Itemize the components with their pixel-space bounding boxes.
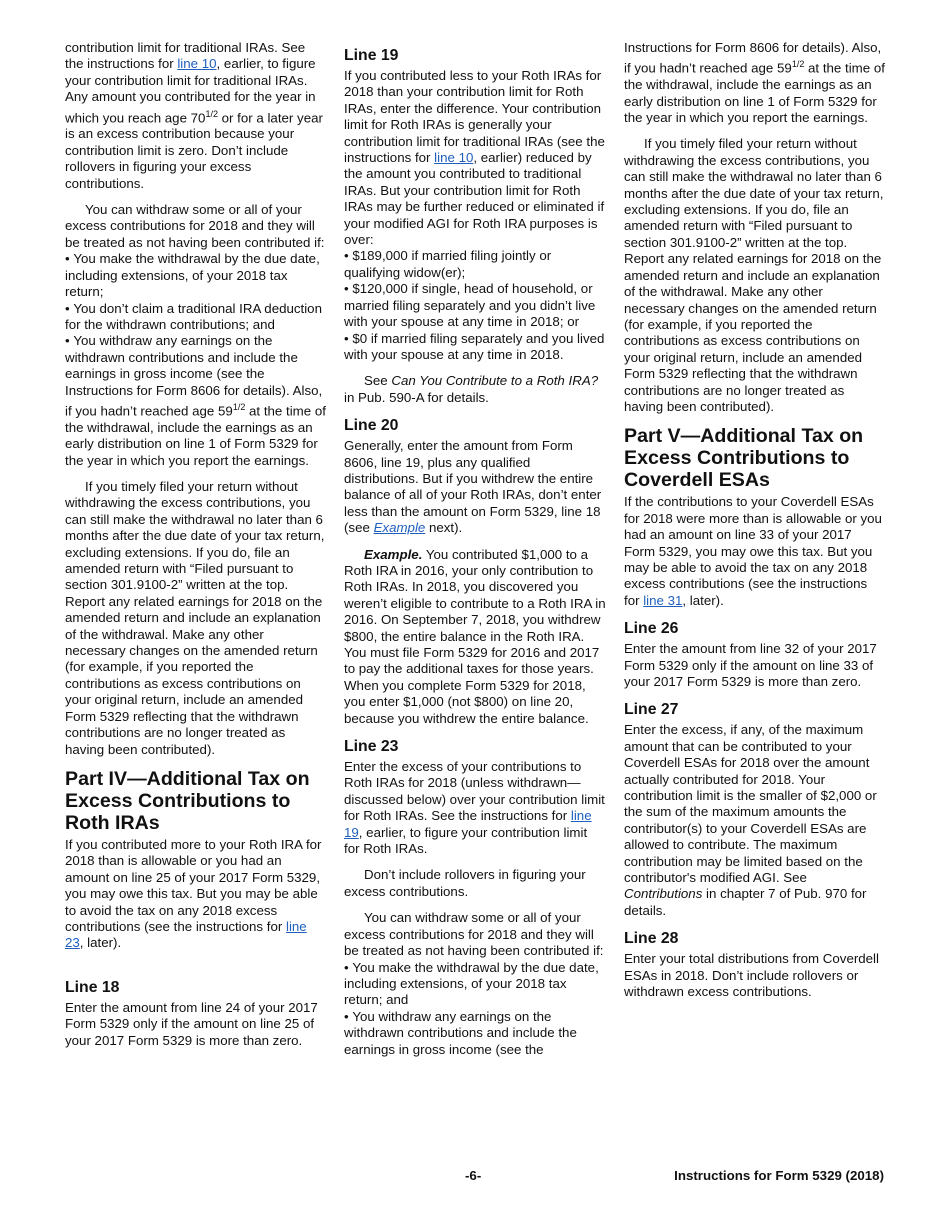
section-heading-part-iv: Part IV—Additional Tax on Excess Contributions to Roth IRAs (65, 767, 310, 834)
link-line-31[interactable]: line 31 (643, 592, 683, 608)
column-right (624, 40, 886, 1011)
paragraph: Enter the excess of your contributions to Roth IRAs for 2018 (unless withdrawn—discussed below) over your contribution limit for Roth IRAs. See the instructions for line 19, earlier, to figure your contribution limit for Roth IRAs. (344, 759, 605, 857)
paragraph: You can withdraw some or all of your excess contributions for 2018 and they will be treated as not having been contributed if: (65, 202, 325, 250)
paragraph: Enter the amount from line 32 of your 2017 Form 5329 only if the amount on line 33 of your 2017 Form 5329 is more than zero. (624, 641, 877, 690)
paragraph: If you timely filed your return without withdrawing the excess contributions, you can still make the withdrawal no later than 6 months after the due date of your tax return, excluding extensions. If you do, file an amended return with “Filed pursuant to section 301.9100-2” written at the top. Report any related earnings for 2018 on the amended return and include an explanation of the withdrawal. Make any other necessary changes on the amended return (for example, if you reported the contributions as excess contributions on your original return, include an amended Form 5329 reflecting that the withdrawn contributions are no longer treated as having been contributed). (65, 479, 325, 757)
line-18-heading: Line 18 (65, 978, 120, 996)
line-26-heading: Line 26 (624, 620, 679, 638)
line-20-heading: Line 20 (344, 417, 399, 435)
bullet-item: • You make the withdrawal by the due date, including extensions, of your 2018 tax return; and (344, 960, 606, 1009)
page-number: -6- (465, 1168, 482, 1183)
paragraph: If you timely filed your return without withdrawing the excess contributions, you can still make the withdrawal no later than 6 months after the due date of your tax return, excluding extensions. If you do, file an amended return with “Filed pursuant to section 301.9100-2” written at the top. Report any related earnings for 2018 on the amended return and include an explanation of the withdrawal. Make any other necessary changes on the amended return (for example, if you reported the contributions as excess contributions on your original return, include an amended Form 5329 reflecting that the withdrawn contributions are no longer treated as having been contributed). (624, 136, 884, 414)
link-line-19[interactable]: line 19 (344, 808, 592, 840)
link-line-10[interactable]: line 10 (177, 56, 217, 72)
paragraph: If you contributed less to your Roth IRAs for 2018 than your contribution limit for Roth IRAs, enter the difference. Your contribution limit for Roth IRAs is generally your contribution limit for traditional IRAs (see the instructions for line 10, earlier) reduced by the amount you contributed to traditional IRAs. But your contribution limit for Roth IRAs may be further reduced or eliminated if your modified AGI for Roth IRA purposes is over: (344, 68, 605, 248)
column-left (65, 40, 327, 1059)
paragraph: Enter the amount from line 24 of your 2017 Form 5329 only if the amount on line 25 of your 2017 Form 5329 is more than zero. (65, 999, 318, 1048)
paragraph: See Can You Contribute to a Roth IRA? in Pub. 590-A for details. (344, 373, 599, 405)
bullet-item: • You make the withdrawal by the due date, including extensions, of your 2018 tax return; (65, 251, 327, 300)
bullet-item: • $120,000 if single, head of household, or married filing separately and you didn’t live with your spouse at any time in 2018; or (344, 281, 606, 330)
paragraph: Don’t include rollovers in figuring your excess contributions. (344, 867, 586, 899)
column-middle (344, 44, 606, 1058)
bullet-item: • $189,000 if married filing jointly or qualifying widow(er); (344, 248, 606, 281)
paragraph: If the contributions to your Coverdell ESAs for 2018 were more than is allowable or you had an amount on line 33 of your 2017 Form 5329, you may owe this tax. But you may be able to avoid the tax on any 2018 excess contributions (see the instructions for line 31, later). (624, 494, 882, 608)
line-27-heading: Line 27 (624, 701, 679, 719)
paragraph: Generally, enter the amount from Form 8606, line 19, plus any qualified distributions. But if you withdrew the entire balance of all of your Roth IRAs, don’t enter less than the amount on Form 5329, line 18 (see Example next). (344, 438, 602, 536)
paragraph: You can withdraw some or all of your excess contributions for 2018 and they will be treated as not having been contributed if: (344, 910, 604, 959)
line-23-heading: Line 23 (344, 738, 399, 756)
bullet-item: • $0 if married filing separately and you lived with your spouse at any time in 2018. (344, 331, 606, 364)
paragraph: Enter the excess, if any, of the maximum amount that can be contributed to your Coverdell ESAs for 2018 over the amount actually contributed for 2018. Your contribution limit is the smaller of $2,000 or the sum of the maximum amounts the contributor(s) to your Coverdell ESAs are allowed to contribute. The maximum contribution may be limited based on the contributor's modified AGI. See Contributions in chapter 7 of Pub. 970 for details. (624, 722, 877, 918)
paragraph: If you contributed more to your Roth IRA for 2018 than is allowable or you had an amount on line 25 of your 2017 Form 5329, you may owe this tax. But you may be able to avoid the tax on any 2018 excess contributions (see the instructions for line 23, later). (65, 836, 322, 951)
link-line-10[interactable]: line 10 (434, 150, 474, 166)
section-heading-part-v: Part V—Additional Tax on Excess Contributions to Coverdell ESAs (624, 425, 864, 492)
footer-title: Instructions for Form 5329 (2018) (674, 1168, 884, 1183)
bullet-item: • You withdraw any earnings on the withdrawn contributions and include the earnings in gross income (see the Instructions for Form 8606 for details). Also, if you hadn’t reached age $59^{1/2}$ at the time of the withdrawal, include the earnings as an early distribution on line 1 of Form 5329 for the year in which you report the earnings. (65, 333, 327, 469)
bullet-item: • You withdraw any earnings on the withdrawn contributions and include the earnings in gross income (see the (344, 1009, 606, 1058)
line-19-heading: Line 19 (344, 47, 399, 64)
paragraph: Instructions for Form 8606 for details). Also, if you hadn’t reached age $59^{1/2}$ at the time of the withdrawal, include the earnings as an early distribution on line 1 of Form 5329 for the year in which you report the earnings. (624, 40, 885, 126)
link-line-23[interactable]: line 23 (65, 918, 307, 951)
bullet-item: • You don’t claim a traditional IRA deduction for the withdrawn contributions; and (65, 301, 327, 334)
paragraph: Enter your total distributions from Coverdell ESAs in 2018. Don’t include rollovers or withdrawn excess contributions. (624, 951, 879, 1000)
link-example[interactable]: Example (373, 520, 426, 536)
example-paragraph: Example. You contributed $1,000 to a Roth IRA in 2016, your only contribution to Roth IRAs. In 2018, you discovered you weren’t eligible to contribute to a Roth IRA in 2016. On September 7, 2018, you withdrew $800, the entire balance in the Roth IRA. You must file Form 5329 for 2016 and 2017 to pay the additional taxes for those years. When you complete Form 5329 for 2018, you enter $1,000 (not $800) on line 20, because you withdrew the entire balance. (344, 546, 606, 726)
paragraph: contribution limit for traditional IRAs. See the instructions for line 10, earlier, to figure your contribution limit for traditional IRAs. Any amount you contributed for the year in which you reach age $70^{1/2}$ or for a later year is an excess contribution because your contribution limit is zero. Don’t include rollovers in figuring your excess contributions. (65, 40, 323, 191)
line-28-heading: Line 28 (624, 930, 679, 948)
